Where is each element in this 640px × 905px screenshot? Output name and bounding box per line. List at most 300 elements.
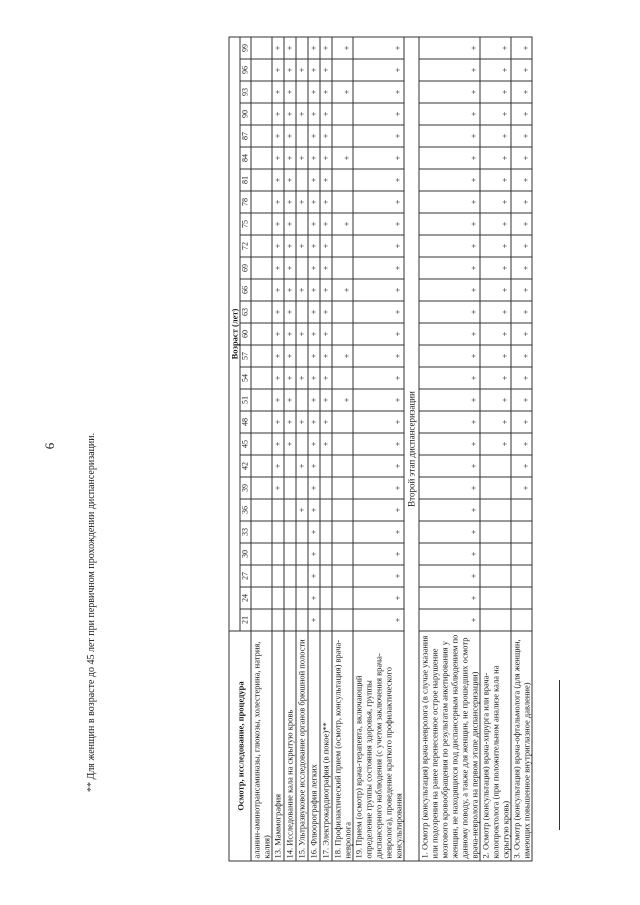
age-mark-cell: + — [308, 213, 320, 235]
age-mark-cell: + — [480, 345, 511, 367]
section-title-stage-2: Второй этап диспансеризации — [404, 37, 419, 861]
age-mark-cell — [332, 609, 353, 631]
age-mark-cell — [296, 37, 308, 59]
age-mark-cell — [296, 257, 308, 279]
age-mark-cell: + — [353, 103, 404, 125]
age-mark-cell — [284, 521, 296, 543]
age-mark-cell: + — [511, 411, 532, 433]
age-mark-cell — [251, 345, 272, 367]
table-row — [419, 37, 480, 861]
age-mark-cell: + — [353, 59, 404, 81]
age-mark-cell: + — [332, 37, 353, 59]
age-mark-cell: + — [332, 345, 353, 367]
age-mark-cell — [296, 81, 308, 103]
table-row — [284, 37, 296, 861]
age-mark-cell: + — [320, 323, 332, 345]
age-mark-cell: + — [272, 191, 284, 213]
age-mark-cell — [251, 411, 272, 433]
age-mark-cell: + — [511, 37, 532, 59]
age-mark-cell — [296, 433, 308, 455]
age-mark-cell: + — [353, 323, 404, 345]
age-mark-cell: + — [511, 169, 532, 191]
screening-table-rotated — [229, 37, 532, 862]
age-header-cell: 21 — [240, 609, 251, 631]
age-mark-cell: + — [511, 257, 532, 279]
age-header-cell: 39 — [240, 477, 251, 499]
screening-table — [229, 37, 533, 862]
age-mark-cell: + — [284, 367, 296, 389]
age-mark-cell: + — [511, 477, 532, 499]
age-mark-cell: + — [320, 257, 332, 279]
age-mark-cell: + — [320, 103, 332, 125]
age-mark-cell — [511, 565, 532, 587]
age-mark-cell — [296, 477, 308, 499]
age-mark-cell: + — [480, 147, 511, 169]
age-mark-cell — [332, 433, 353, 455]
age-mark-cell — [332, 191, 353, 213]
age-mark-cell: + — [419, 257, 480, 279]
age-mark-cell: + — [511, 213, 532, 235]
age-mark-cell: + — [511, 125, 532, 147]
age-mark-cell — [296, 609, 308, 631]
age-mark-cell: + — [308, 81, 320, 103]
age-mark-cell: + — [332, 279, 353, 301]
age-header-cell: 99 — [240, 37, 251, 59]
age-mark-cell — [251, 169, 272, 191]
age-mark-cell: + — [419, 433, 480, 455]
age-mark-cell: + — [511, 389, 532, 411]
age-mark-cell: + — [419, 213, 480, 235]
age-mark-cell: + — [419, 59, 480, 81]
age-mark-cell: + — [511, 279, 532, 301]
age-mark-cell: + — [419, 147, 480, 169]
age-mark-cell: + — [320, 411, 332, 433]
age-mark-cell: + — [353, 587, 404, 609]
age-mark-cell: + — [511, 191, 532, 213]
age-mark-cell — [332, 59, 353, 81]
age-mark-cell — [480, 477, 511, 499]
footnote-rule — [559, 680, 560, 830]
age-mark-cell — [332, 301, 353, 323]
age-header-cell: 84 — [240, 147, 251, 169]
age-mark-cell: + — [419, 565, 480, 587]
age-mark-cell — [480, 521, 511, 543]
age-mark-cell — [320, 587, 332, 609]
age-mark-cell: + — [419, 103, 480, 125]
procedure-label: 2. Осмотр (консультация) врача-хирурга или врача-колопроктолога (при положительном анализе кала на скрытую кровь) — [480, 631, 511, 861]
age-mark-cell — [251, 433, 272, 455]
age-mark-cell — [251, 521, 272, 543]
age-mark-cell: + — [419, 499, 480, 521]
age-mark-cell: + — [284, 169, 296, 191]
age-mark-cell: + — [353, 235, 404, 257]
age-mark-cell: + — [320, 279, 332, 301]
stage-2-body — [419, 37, 532, 861]
age-mark-cell — [251, 125, 272, 147]
age-mark-cell: + — [511, 345, 532, 367]
age-mark-cell: + — [284, 345, 296, 367]
age-mark-cell — [251, 301, 272, 323]
age-mark-cell: + — [320, 59, 332, 81]
age-mark-cell: + — [308, 147, 320, 169]
section-row — [404, 37, 419, 861]
age-mark-cell — [296, 345, 308, 367]
age-mark-cell: + — [284, 389, 296, 411]
age-mark-cell — [296, 521, 308, 543]
age-mark-cell — [480, 565, 511, 587]
age-mark-cell: + — [308, 235, 320, 257]
age-mark-cell — [284, 609, 296, 631]
age-mark-cell: + — [480, 367, 511, 389]
age-mark-cell: + — [480, 433, 511, 455]
age-mark-cell: + — [353, 279, 404, 301]
age-mark-cell — [320, 455, 332, 477]
age-header-cell: 27 — [240, 565, 251, 587]
age-mark-cell: + — [308, 499, 320, 521]
age-mark-cell: + — [272, 169, 284, 191]
age-mark-cell: + — [332, 147, 353, 169]
age-mark-cell — [251, 455, 272, 477]
age-mark-cell — [332, 455, 353, 477]
age-mark-cell — [332, 521, 353, 543]
age-mark-cell: + — [284, 279, 296, 301]
age-mark-cell: + — [353, 389, 404, 411]
age-mark-cell: + — [296, 323, 308, 345]
age-mark-cell: + — [353, 257, 404, 279]
age-mark-cell: + — [272, 367, 284, 389]
age-mark-cell: + — [511, 103, 532, 125]
age-mark-cell: + — [353, 169, 404, 191]
age-mark-cell: + — [353, 609, 404, 631]
age-mark-cell: + — [353, 433, 404, 455]
age-mark-cell — [320, 543, 332, 565]
age-mark-cell: + — [308, 411, 320, 433]
age-mark-cell: + — [320, 125, 332, 147]
age-mark-cell: + — [480, 169, 511, 191]
age-mark-cell: + — [284, 213, 296, 235]
age-mark-cell — [332, 543, 353, 565]
procedure-label: 14. Исследование кала на скрытую кровь — [284, 631, 296, 861]
age-mark-cell — [284, 543, 296, 565]
age-mark-cell — [251, 477, 272, 499]
age-mark-cell: + — [511, 81, 532, 103]
age-mark-cell: + — [272, 389, 284, 411]
age-mark-cell: + — [320, 147, 332, 169]
age-mark-cell — [332, 411, 353, 433]
age-mark-cell — [332, 169, 353, 191]
age-mark-cell: + — [308, 477, 320, 499]
age-mark-cell: + — [353, 455, 404, 477]
age-mark-cell: + — [272, 103, 284, 125]
age-header-cell: 63 — [240, 301, 251, 323]
age-mark-cell — [284, 587, 296, 609]
age-mark-cell: + — [353, 499, 404, 521]
age-mark-cell: + — [284, 37, 296, 59]
age-mark-cell: + — [320, 235, 332, 257]
age-mark-cell: + — [332, 389, 353, 411]
age-mark-cell: + — [419, 411, 480, 433]
procedure-label: аланин-аминотрансаминазы, глюкозы, холестерина, натрия, калия) — [251, 631, 272, 861]
age-mark-cell: + — [272, 301, 284, 323]
age-mark-cell — [251, 367, 272, 389]
stage-1-body — [251, 37, 404, 861]
age-mark-cell — [480, 587, 511, 609]
age-mark-cell: + — [320, 81, 332, 103]
procedure-label: 19. Прием (осмотр) врача-терапевта, включающий определение группы состояния здоровья, группы диспансерного наблюдения (с учетом заключения врача-невролога), проведение краткого профилактического консультирования — [353, 631, 404, 861]
procedure-label: 15. Ультразвуковое исследование органов брюшной полости — [296, 631, 308, 861]
age-mark-cell — [251, 565, 272, 587]
age-mark-cell: + — [308, 543, 320, 565]
age-mark-cell — [251, 389, 272, 411]
table-row — [320, 37, 332, 861]
age-mark-cell: + — [419, 37, 480, 59]
age-mark-cell — [251, 59, 272, 81]
age-mark-cell: + — [320, 169, 332, 191]
age-mark-cell: + — [480, 257, 511, 279]
age-mark-cell: + — [332, 81, 353, 103]
age-mark-cell — [251, 103, 272, 125]
age-mark-cell — [320, 477, 332, 499]
age-mark-cell — [251, 37, 272, 59]
age-mark-cell: + — [308, 389, 320, 411]
age-mark-cell: + — [419, 521, 480, 543]
age-mark-cell: + — [353, 213, 404, 235]
age-mark-cell: + — [308, 587, 320, 609]
age-mark-cell: + — [308, 257, 320, 279]
age-mark-cell: + — [296, 367, 308, 389]
age-mark-cell — [332, 235, 353, 257]
age-mark-cell: + — [419, 169, 480, 191]
age-mark-cell — [272, 499, 284, 521]
age-mark-cell — [480, 543, 511, 565]
age-header-cell: 57 — [240, 345, 251, 367]
age-header-cell: 24 — [240, 587, 251, 609]
age-mark-cell: + — [284, 81, 296, 103]
age-mark-cell: + — [308, 37, 320, 59]
age-mark-cell — [480, 499, 511, 521]
age-mark-cell: + — [419, 367, 480, 389]
age-mark-cell: + — [419, 301, 480, 323]
age-mark-cell — [296, 125, 308, 147]
age-header-cell: 81 — [240, 169, 251, 191]
age-mark-cell — [251, 279, 272, 301]
age-mark-cell: + — [419, 345, 480, 367]
age-mark-cell — [320, 565, 332, 587]
age-mark-cell: + — [511, 455, 532, 477]
age-mark-cell — [251, 235, 272, 257]
age-header-cell: 93 — [240, 81, 251, 103]
age-mark-cell: + — [419, 125, 480, 147]
age-mark-cell: + — [308, 565, 320, 587]
age-mark-cell: + — [272, 37, 284, 59]
age-mark-cell — [251, 257, 272, 279]
age-mark-cell: + — [480, 323, 511, 345]
age-mark-cell: + — [480, 213, 511, 235]
age-mark-cell: + — [296, 411, 308, 433]
age-mark-cell — [332, 125, 353, 147]
age-header-cell: 36 — [240, 499, 251, 521]
age-mark-cell: + — [272, 433, 284, 455]
age-column-header: Возраст (лет) — [229, 37, 240, 631]
age-mark-cell — [251, 147, 272, 169]
age-mark-cell — [332, 257, 353, 279]
age-mark-cell: + — [353, 367, 404, 389]
age-mark-cell: + — [308, 279, 320, 301]
age-mark-cell: + — [353, 37, 404, 59]
age-mark-cell: + — [419, 323, 480, 345]
age-mark-cell — [251, 81, 272, 103]
age-mark-cell: + — [511, 147, 532, 169]
age-mark-cell: + — [419, 543, 480, 565]
age-mark-cell: + — [419, 389, 480, 411]
age-mark-cell — [272, 565, 284, 587]
age-mark-cell — [320, 521, 332, 543]
age-mark-cell: + — [353, 477, 404, 499]
age-mark-cell: + — [480, 103, 511, 125]
age-mark-cell: + — [419, 455, 480, 477]
age-mark-cell: + — [284, 411, 296, 433]
age-mark-cell — [251, 213, 272, 235]
age-header-cell: 96 — [240, 59, 251, 81]
age-mark-cell: + — [284, 301, 296, 323]
table-row — [251, 37, 272, 861]
age-mark-cell — [296, 565, 308, 587]
procedure-label: 18. Профилактический прием (осмотр, консультация) врача-невролога — [332, 631, 353, 861]
age-mark-cell: + — [308, 125, 320, 147]
age-mark-cell: + — [308, 301, 320, 323]
age-mark-cell — [251, 587, 272, 609]
age-mark-cell — [511, 587, 532, 609]
age-mark-cell — [251, 609, 272, 631]
age-mark-cell: + — [296, 235, 308, 257]
age-mark-cell: + — [480, 81, 511, 103]
age-mark-cell: + — [353, 345, 404, 367]
age-mark-cell: + — [272, 477, 284, 499]
age-mark-cell — [332, 587, 353, 609]
age-mark-cell: + — [511, 59, 532, 81]
age-mark-cell: + — [308, 323, 320, 345]
age-header-cell: 72 — [240, 235, 251, 257]
age-mark-cell: + — [480, 235, 511, 257]
age-mark-cell: + — [296, 499, 308, 521]
age-mark-cell: + — [284, 257, 296, 279]
age-mark-cell: + — [284, 147, 296, 169]
age-mark-cell: + — [511, 367, 532, 389]
age-mark-cell: + — [308, 433, 320, 455]
age-mark-cell: + — [353, 411, 404, 433]
age-mark-cell: + — [511, 235, 532, 257]
age-mark-cell: + — [308, 609, 320, 631]
age-mark-cell: + — [272, 455, 284, 477]
age-mark-cell — [251, 499, 272, 521]
age-header-cell: 48 — [240, 411, 251, 433]
age-mark-cell: + — [480, 301, 511, 323]
age-mark-cell: + — [308, 59, 320, 81]
table-row — [308, 37, 320, 861]
age-header-cell: 78 — [240, 191, 251, 213]
age-header-cell: 75 — [240, 213, 251, 235]
age-header-cell: 51 — [240, 389, 251, 411]
age-mark-cell — [332, 323, 353, 345]
age-mark-cell: + — [353, 147, 404, 169]
age-mark-cell: + — [320, 37, 332, 59]
age-mark-cell — [480, 609, 511, 631]
age-mark-cell: + — [320, 213, 332, 235]
footnote: ** Для женщин в возрасте до 45 лет при первичном прохождении диспансеризации. — [86, 432, 97, 792]
age-mark-cell — [272, 543, 284, 565]
table-row — [272, 37, 284, 861]
procedure-label: 13. Маммография — [272, 631, 284, 861]
age-mark-cell: + — [332, 213, 353, 235]
age-mark-cell: + — [296, 59, 308, 81]
age-mark-cell: + — [272, 147, 284, 169]
age-mark-cell — [296, 389, 308, 411]
age-mark-cell: + — [480, 411, 511, 433]
age-mark-cell: + — [296, 103, 308, 125]
age-mark-cell — [332, 499, 353, 521]
age-mark-cell — [284, 455, 296, 477]
age-mark-cell: + — [353, 301, 404, 323]
table-row — [511, 37, 532, 861]
age-header-cell: 45 — [240, 433, 251, 455]
age-mark-cell: + — [296, 455, 308, 477]
age-mark-cell: + — [353, 543, 404, 565]
age-mark-cell: + — [296, 279, 308, 301]
age-mark-cell: + — [272, 125, 284, 147]
age-mark-cell: + — [308, 367, 320, 389]
age-mark-cell: + — [480, 279, 511, 301]
age-mark-cell: + — [353, 81, 404, 103]
age-header-cell: 30 — [240, 543, 251, 565]
age-header-cell: 87 — [240, 125, 251, 147]
age-mark-cell — [251, 323, 272, 345]
age-header-cell: 66 — [240, 279, 251, 301]
procedure-label: 3. Осмотр (консультация) врача-офтальмолога (для женщин, имеющих повышенное внутриглазное давление) — [511, 631, 532, 861]
age-mark-cell: + — [320, 191, 332, 213]
age-mark-cell: + — [272, 323, 284, 345]
age-mark-cell: + — [320, 433, 332, 455]
age-mark-cell: + — [296, 147, 308, 169]
table-header-row — [229, 37, 240, 861]
age-mark-cell: + — [272, 279, 284, 301]
procedure-label: 16. Флюорография легких — [308, 631, 320, 861]
age-mark-cell — [296, 543, 308, 565]
age-mark-cell: + — [353, 565, 404, 587]
age-mark-cell: + — [272, 59, 284, 81]
age-mark-cell — [320, 499, 332, 521]
age-mark-cell: + — [308, 103, 320, 125]
table-row — [353, 37, 404, 861]
age-mark-cell: + — [419, 477, 480, 499]
age-mark-cell: + — [284, 59, 296, 81]
age-mark-cell: + — [272, 235, 284, 257]
table-row — [296, 37, 308, 861]
age-mark-cell: + — [284, 433, 296, 455]
age-mark-cell — [332, 367, 353, 389]
age-mark-cell — [284, 477, 296, 499]
age-mark-cell — [480, 455, 511, 477]
age-mark-cell: + — [480, 389, 511, 411]
age-mark-cell: + — [480, 191, 511, 213]
age-mark-cell — [284, 499, 296, 521]
age-mark-cell: + — [272, 345, 284, 367]
age-mark-cell: + — [419, 279, 480, 301]
age-mark-cell — [320, 609, 332, 631]
age-mark-cell: + — [511, 301, 532, 323]
age-mark-cell: + — [284, 125, 296, 147]
age-mark-cell — [296, 587, 308, 609]
age-mark-cell: + — [353, 191, 404, 213]
